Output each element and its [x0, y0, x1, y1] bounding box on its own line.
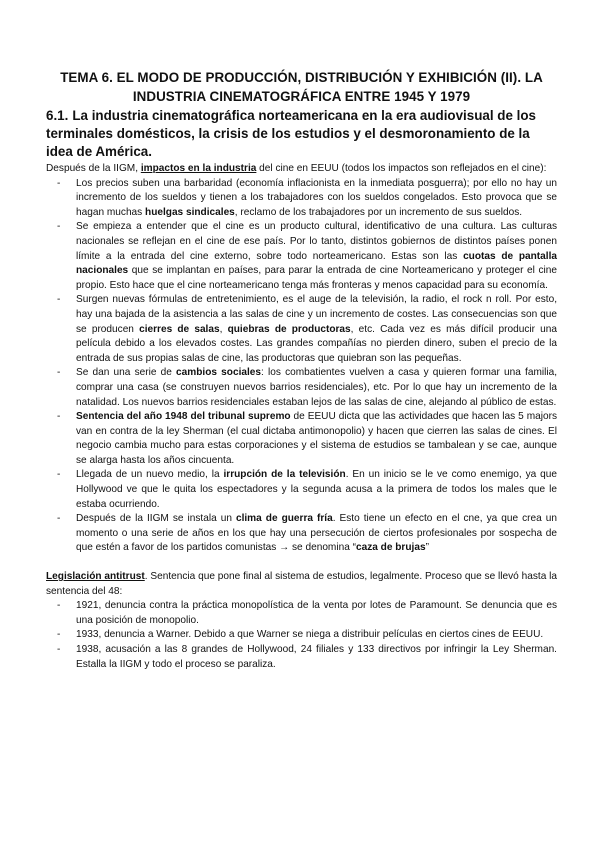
- list-item: - 1921, denuncia contra la práctica monopolística de la venta por lotes de Paramount. Se denuncia que es una posición de monopolio.: [46, 599, 557, 628]
- section-number: 6.1.: [46, 108, 69, 123]
- list-item: - 1933, denuncia a Warner. Debido a que Warner se niega a distribuir películas en ciertos cines de EEUU.: [46, 628, 557, 643]
- document-title: TEMA 6. EL MODO DE PRODUCCIÓN, DISTRIBUCIÓN Y EXHIBICIÓN (II). LA INDUSTRIA CINEMATOGRÁFICA ENTRE 1945 Y 1979: [60, 70, 543, 104]
- legislation-list: [46, 599, 557, 672]
- list-item: - Se dan una serie de cambios sociales: los combatientes vuelven a casa y quieren formar una familia, comprar una casa (se construyen nuevos barrios residenciales), etc. Por lo que hay un incremento de la natalidad. Los nuevos barrios residenciales estaban lejos de las salas de cine, alejando al público de estas.: [46, 366, 557, 410]
- legislation-paragraph: Legislación antitrust. Sentencia que pone final al sistema de estudios, legalmente. Proceso que se llevó hasta la sentencia del 48:: [46, 571, 558, 597]
- list-item: - Surgen nuevas fórmulas de entretenimiento, es el auge de la televisión, la radio, el rock n roll. Por esto, hay una bajada de la asistencia a las salas de cine y un incremento de costes. Las consecuencias son que se producen cierres de salas, quiebras de productoras, etc. Cada vez es más difícil producir una película debido a los elevados costes. Las grandes compañías no pierden dinero, suben el precio de la entrada de sus propias salas de cine, las productoras que quiebran son las pequeñas.: [46, 293, 557, 366]
- impacts-list: [46, 177, 557, 556]
- section-heading-text: La industria cinematográfica norteamericana en la era audiovisual de los terminales domésticos, la crisis de los estudios y el desmoronamiento de la idea de América.: [46, 108, 536, 159]
- list-item: - Se empieza a entender que el cine es un producto cultural, identificativo de una cultura. Las culturas nacionales se reflejan en el cine de ese país. Por lo tanto, distintos gobiernos de distintos países ponen límite a la entrada del cine externo, sobre todo norteamericano. Estas son las cuotas de pantalla nacionales que se implantan en países, para parar la entrada de cine Norteamericano y proteger el cine propio. Esto hace que el cine norteamericano tenga más fronteras y menos capacidad para su economía.: [46, 220, 557, 293]
- document-page: [46, 68, 557, 672]
- list-item: - 1938, acusación a las 8 grandes de Hollywood, 24 filiales y 133 directivos por infringir la Ley Sherman. Estalla la IIGM y todo el proceso se paraliza.: [46, 643, 557, 672]
- list-item: - Después de la IIGM se instala un clima de guerra fría. Esto tiene un efecto en el cne, ya que crea un momento o una serie de años en los que hay una persecución de ciertos profesionales por sospecha de que estén a favor de los partidos comunistas → se denomina “caza de brujas”: [46, 512, 557, 556]
- section-heading: [46, 107, 557, 161]
- intro-highlight: impactos en la industria: [140, 163, 257, 174]
- list-item: - Llegada de un nuevo medio, la irrupción de la televisión. En un inicio se le ve como enemigo, ya que Hollywood ve que le quita los espectadores y la segunda acusa a la primera de todos los males que le estaba ocurriendo.: [46, 468, 557, 512]
- list-item: - Los precios suben una barbaridad (economía inflacionista en la inmediata posguerra); por ello no hay un incremento de los sueldos y tienen a los trabajadores con los sueldos congelados. Esto provoca que se hagan muchas huelgas sindicales, reclamo de los trabajadores por un incremento de sus sueldos.: [46, 177, 557, 221]
- list-item: - Sentencia del año 1948 del tribunal supremo de EEUU dicta que las actividades que hacen las 5 majors van en contra de la ley Sherman (el cual dictaba antimonopolio) y hacen que cierren las salas de cines. El negocio cambia mucho para estas corporaciones y el sistema de estudios se tambalean y se cae, aunque se alarga hasta los años cincuenta.: [46, 410, 557, 468]
- intro-paragraph: Después de la IIGM, impactos en la industria del cine en EEUU (todos los impactos son reflejados en el cine):: [46, 163, 547, 174]
- legislation-heading: Legislación antitrust: [46, 571, 145, 583]
